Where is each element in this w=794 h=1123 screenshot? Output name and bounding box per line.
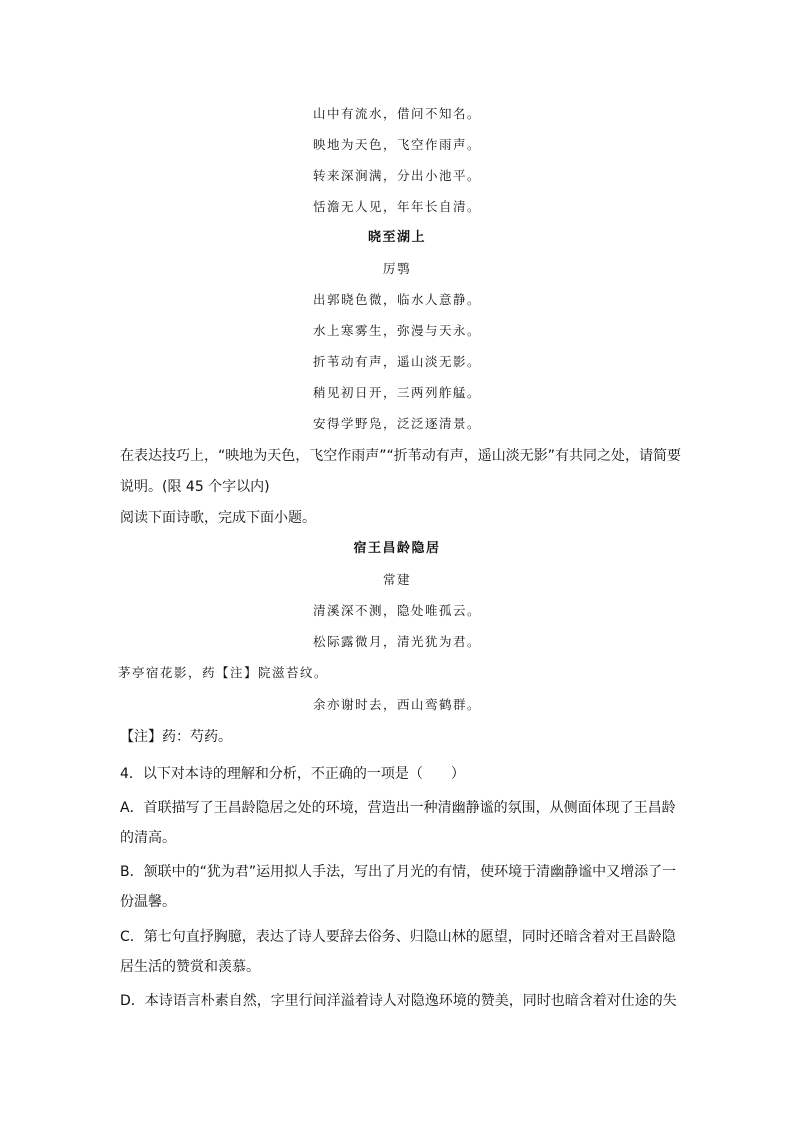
option-a-line-2: 的清高。 — [120, 830, 176, 846]
option-a-line-1: A．首联描写了王昌龄隐居之处的环境，营造出一种清幽静谧的氛围，从侧面体现了王昌龄 — [120, 800, 676, 816]
poem1-line-2: 映地为天色，飞空作雨声。 — [312, 137, 481, 152]
poem2-line-5: 安得学野凫，泛泛逐清景。 — [312, 416, 481, 431]
poem3-line-3: 茅亭宿花影，药【注】院滋苔纹。 — [118, 665, 329, 680]
question-prompt-line-2: 说明。(限 45 个字以内) — [120, 479, 270, 495]
poem2-line-1: 出郭晓色微，临水人意静。 — [312, 292, 481, 307]
poem1-line-4: 恬澹无人见，年年长自清。 — [312, 199, 481, 214]
poem2-line-3: 折苇动有声，遥山淡无影。 — [312, 354, 481, 369]
poem2-line-2: 水上寒雾生，弥漫与天永。 — [312, 323, 481, 338]
poem1-line-3: 转来深涧满，分出小池平。 — [312, 168, 481, 183]
reading-instruction: 阅读下面诗歌，完成下面小题。 — [120, 510, 316, 526]
poem2-title: 晓至湖上 — [367, 230, 426, 245]
poem2-author: 厉鹗 — [382, 261, 411, 276]
poem3-author: 常建 — [382, 572, 411, 587]
question-prompt-line-1: 在表达技巧上，“映地为天色，飞空作雨声”“折苇动有声，遥山淡无影”有共同之处，请简要 — [120, 448, 682, 464]
question4-stem: 4．以下对本诗的理解和分析，不正确的一项是（ ） — [120, 766, 465, 782]
option-c-line-2: 居生活的赞赏和羡慕。 — [120, 959, 260, 975]
poem3-line-1: 清溪深不测，隐处唯孤云。 — [312, 603, 481, 618]
poem2-line-4: 稍见初日开，三两列舴艋。 — [312, 385, 481, 400]
poem3-line-4: 余亦谢时去，西山鸾鹤群。 — [312, 697, 481, 712]
poem1-line-1: 山中有流水，借问不知名。 — [312, 106, 481, 121]
option-b-line-2: 份温馨。 — [120, 894, 176, 910]
option-c-line-1: C．第七句直抒胸臆，表达了诗人要辞去俗务、归隐山林的愿望，同时还暗含着对王昌龄隐 — [120, 929, 676, 945]
poem3-line-2: 松际露微月，清光犹为君。 — [312, 634, 481, 649]
annotation-note: 【注】药：芍药。 — [120, 729, 232, 745]
poem3-title: 宿王昌龄隐居 — [353, 541, 441, 556]
option-b-line-1: B．颔联中的“犹为君”运用拟人手法，写出了月光的有情，使环境于清幽静谧中又增添了一 — [120, 864, 677, 880]
option-d-line-1: D．本诗语言朴素自然，字里行间洋溢着诗人对隐逸环境的赞美，同时也暗含着对仕途的失 — [120, 993, 677, 1009]
